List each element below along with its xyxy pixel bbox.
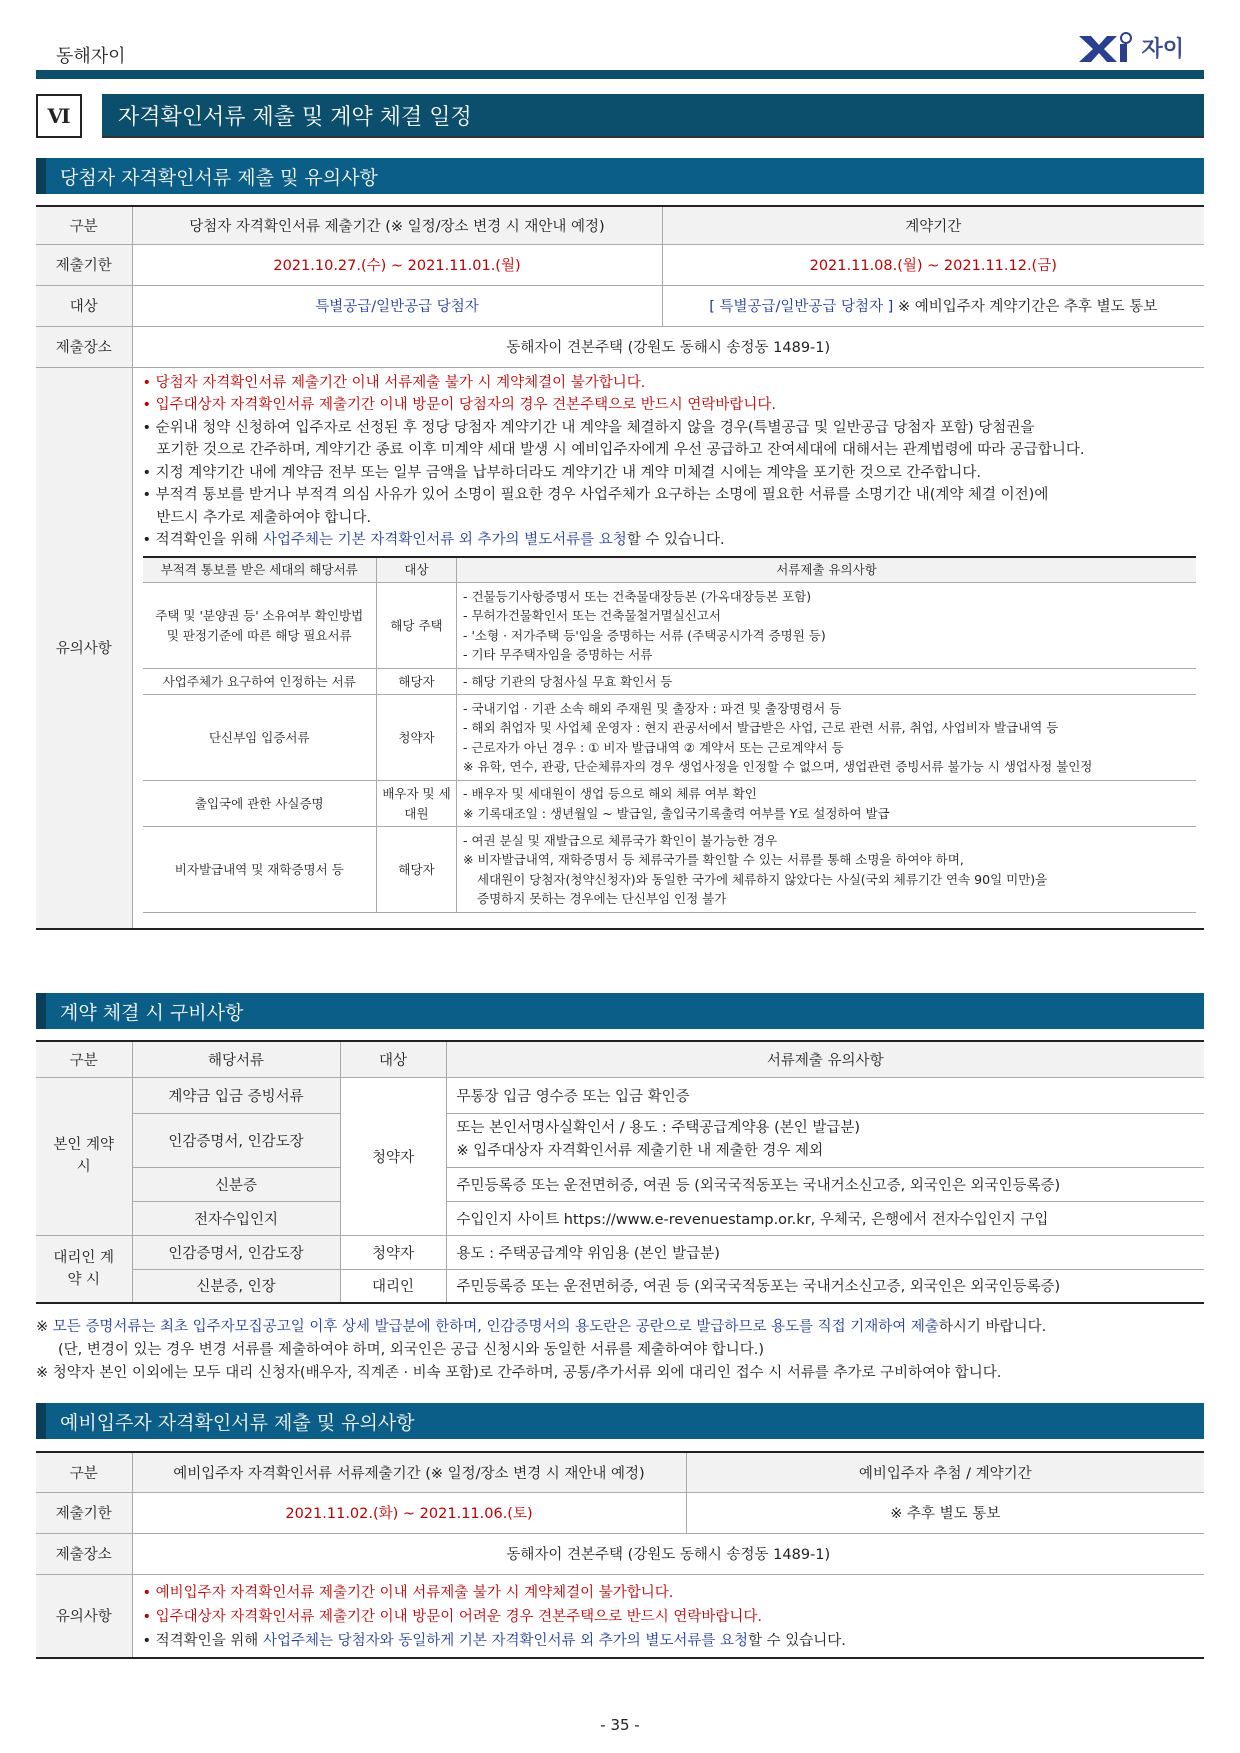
row-label: 제출장소: [36, 326, 132, 367]
note-line: - 여권 분실 및 재발급으로 체류국가 확인이 불가능한 경우: [463, 832, 778, 848]
header-cell: 구분: [36, 1452, 132, 1492]
doc-cell: 전자수입인지: [132, 1201, 340, 1235]
note-text: 할 수 있습니다.: [626, 532, 725, 548]
note-item: [143, 1629, 1197, 1653]
header-cell: 대상: [340, 1041, 446, 1077]
note-item: • 예비입주자 자격확인서류 제출기간 이내 서류제출 불가 시 계약체결이 불가합니다.: [142, 1584, 674, 1601]
note-text: • 적격확인을 위해: [142, 1632, 263, 1649]
contract-footnotes: [36, 1316, 1204, 1385]
chapter-title: [36, 94, 1204, 138]
chapter-number: Ⅵ: [36, 94, 82, 138]
notes-cell: 용도 : 주택공급계약 위임용 (본인 발급분): [446, 1235, 1204, 1269]
winners-table: [36, 205, 1204, 930]
header-cell: 부적격 통보를 받은 세대의 해당서류: [143, 557, 377, 583]
note-item: • 당첨자 자격확인서류 제출기간 이내 서류제출 불가 시 계약체결이 불가합니다.: [142, 374, 646, 391]
note-line: ※ 비자발급내역, 재학증명서 등 체류국가를 확인할 수 있는 서류를 통해 소명을 하여야 하며,: [463, 852, 964, 867]
doc-cell: 신분증: [132, 1167, 340, 1201]
notes-cell: 수입인지 사이트 https://www.e-revenuestamp.or.kr, 우체국, 은행에서 전자수입인지 구입: [446, 1201, 1204, 1235]
winner-notes: [132, 367, 1204, 929]
target-cell: 청약자: [340, 1077, 446, 1235]
note-line: 증명하지 못하는 경우에는 단신부임 인정 불가: [477, 891, 727, 906]
note-text: 할 수 있습니다.: [748, 1632, 846, 1649]
submit-target: 특별공급/일반공급 당첨자: [132, 285, 662, 326]
footnote-text: 하시기 바랍니다.: [938, 1319, 1047, 1335]
doc-cell: 출입국에 관한 사실증명: [143, 781, 377, 827]
notes-cell: 주민등록증 또는 운전면허증, 여권 등 (외국국적동포는 국내거소신고증, 외국인은 외국인등록증): [446, 1167, 1204, 1201]
notes-cell: [457, 695, 1197, 781]
row-label: 유의사항: [36, 1574, 132, 1658]
reserve-notes: [132, 1574, 1204, 1658]
xi-logo: [1077, 30, 1184, 64]
note-highlight: 사업주체는 당첨자와 동일하게 기본 자격확인서류 외 추가의 별도서류를 요청: [262, 1632, 749, 1649]
note-line: - 해외 취업자 및 사업체 운영자 : 현지 관공서에서 발급받은 사업, 근로 관련 서류, 취업, 사업비자 발급내역 등: [463, 720, 1059, 735]
page-number: - 35 -: [600, 1716, 640, 1734]
note-highlight: 사업주체는 기본 자격확인서류 외 추가의 별도서류를 요청: [262, 532, 627, 548]
header-cell: 대상: [377, 557, 457, 583]
contract-docs-table: [36, 1040, 1204, 1304]
note-line: - '소형 · 저가주택 등'임을 증명하는 서류 (주택공시가격 증명원 등): [463, 627, 826, 643]
header-cell: 당첨자 자격확인서류 제출기간 (※ 일정/장소 변경 시 재안내 예정): [132, 206, 662, 244]
notes-cell: [457, 583, 1197, 669]
note-item: • 지정 계약기간 내에 계약금 전부 또는 일부 금액을 납부하더라도 계약기간 내 계약 미체결 시에는 계약을 포기한 것으로 간주합니다.: [142, 464, 981, 481]
doc-cell: 신분증, 인장: [132, 1269, 340, 1303]
contract-target: [662, 285, 1204, 326]
target-cell: 대리인: [340, 1269, 446, 1303]
note-item: • 순위내 청약 신청하여 입주자로 선정된 후 정당 당첨자 계약기간 내 계약을 체결하지 않을 경우(특별공급 및 일반공급 당첨자 포함) 당첨권을: [142, 419, 1035, 436]
note-line: - 근로자가 아닌 경우 : ① 비자 발급내역 ② 계약서 또는 근로계약서 등: [463, 739, 844, 755]
note-text: • 적격확인을 위해: [142, 532, 263, 548]
submit-period: 2021.11.02.(화) ~ 2021.11.06.(토): [132, 1492, 686, 1533]
note-item: • 입주대상자 자격확인서류 제출기간 이내 방문이 당첨자의 경우 견본주택으로 반드시 연락바랍니다.: [142, 397, 777, 413]
section-winners-title: 당첨자 자격확인서류 제출 및 유의사항: [36, 158, 1204, 194]
header-cell: 구분: [36, 1041, 132, 1077]
header-cell: 예비입주자 추첨 / 계약기간: [686, 1452, 1204, 1492]
row-label: 대상: [36, 285, 132, 326]
doc-cell: 사업주체가 요구하여 인정하는 서류: [143, 669, 377, 695]
row-group-label: 대리인 계약 시: [36, 1235, 132, 1303]
submit-place: 동해자이 견본주택 (강원도 동해시 송정동 1489-1): [132, 1533, 1204, 1574]
footnote: [36, 1316, 1204, 1339]
site-name: 동해자이: [56, 46, 126, 67]
doc-cell: 주택 및 '분양권 등' 소유여부 확인방법 및 판정기준에 따른 해당 필요서류: [143, 583, 377, 669]
doc-cell: 계약금 입금 증빙서류: [132, 1077, 340, 1113]
row-label: 제출기한: [36, 1492, 132, 1533]
section-contract-title: 계약 체결 시 구비사항: [36, 993, 1204, 1029]
section-reserve-title: 예비입주자 자격확인서류 제출 및 유의사항: [36, 1403, 1204, 1439]
contract-target-note: ※ 예비입주자 계약기간은 추후 별도 통보: [893, 299, 1158, 315]
header-cell: 계약기간: [662, 206, 1204, 244]
reserve-table: [36, 1451, 1204, 1659]
note-item-cont: 반드시 추가로 제출하여야 합니다.: [156, 509, 372, 526]
note-line: - 국내기업 · 기관 소속 해외 주재원 및 출장자 : 파견 및 출장명령서 등: [463, 700, 842, 716]
note-item: [143, 529, 1197, 552]
doc-cell: 비자발급내역 및 재학증명서 등: [143, 827, 377, 913]
target-cell: 해당 주택: [377, 583, 457, 669]
chapter-title-text: 자격확인서류 제출 및 계약 체결 일정: [102, 94, 1204, 138]
note-line: ※ 유학, 연수, 관광, 단순체류자의 경우 생업사정을 인정할 수 없으며, 생업관련 증빙서류 불가능 시 생업사정 불인정: [463, 759, 1093, 774]
target-cell: 해당자: [377, 827, 457, 913]
footnote: (단, 변경이 있는 경우 변경 서류를 제출하여야 하며, 외국인은 공급 신청시와 동일한 서류를 제출하여야 합니다.): [58, 1342, 764, 1358]
submit-place: 동해자이 견본주택 (강원도 동해시 송정동 1489-1): [132, 326, 1204, 367]
page-header: [36, 30, 1204, 70]
header-cell: 구분: [36, 206, 132, 244]
target-cell: 청약자: [377, 695, 457, 781]
brand-text: 자이: [1141, 36, 1184, 62]
notes-cell: [457, 827, 1197, 913]
notes-cell: [446, 1113, 1204, 1167]
contract-period: 2021.11.08.(월) ~ 2021.11.12.(금): [662, 244, 1204, 285]
note-item: • 입주대상자 자격확인서류 제출기간 이내 방문이 어려운 경우 견본주택으로 반드시 연락바랍니다.: [142, 1608, 763, 1625]
footnote-text: ※: [36, 1319, 53, 1335]
note-item-cont: 포기한 것으로 간주하며, 계약기간 종료 이후 미계약 세대 발생 시 예비입주자에게 우선 공급하고 잔여세대에 대해서는 관계법령에 따라 공급합니다.: [156, 442, 1085, 458]
header-cell: 예비입주자 자격확인서류 서류제출기간 (※ 일정/장소 변경 시 재안내 예정): [132, 1452, 686, 1492]
row-group-label: 본인 계약 시: [36, 1077, 132, 1235]
contract-period: ※ 추후 별도 통보: [686, 1492, 1204, 1533]
note-line: 또는 본인서명사실확인서 / 용도 : 주택공급계약용 (본인 발급분): [456, 1120, 861, 1136]
header-rule: [36, 70, 1204, 79]
note-line: 세대원이 당첨자(청약신청자)와 동일한 국가에 체류하지 않았다는 사실(국외 체류기간 연속 90일 미만)을: [477, 871, 1048, 887]
row-label: 제출기한: [36, 244, 132, 285]
notes-cell: 무통장 입금 영수증 또는 입금 확인증: [446, 1077, 1204, 1113]
footnote-highlight: 모든 증명서류는 최초 입주자모집공고일 이후 상세 발급분에 한하며, 인감증명서의 용도란은 공란으로 발급하므로 용도를 직접 기재하여 제출: [52, 1319, 939, 1335]
target-cell: 해당자: [377, 669, 457, 695]
note-line: - 건물등기사항증명서 또는 건축물대장등본 (가옥대장등본 포함): [463, 588, 812, 604]
doc-cell: 단신부임 입증서류: [143, 695, 377, 781]
xi-logo-icon: [1077, 30, 1137, 64]
row-label: 제출장소: [36, 1533, 132, 1574]
doc-cell: 인감증명서, 인감도장: [132, 1113, 340, 1167]
header-cell: 서류제출 유의사항: [446, 1041, 1204, 1077]
row-label: 유의사항: [36, 367, 132, 929]
target-cell: 배우자 및 세대원: [377, 781, 457, 827]
notes-cell: [457, 781, 1197, 827]
note-line: - 무허가건물확인서 또는 건축물철거멸실신고서: [463, 608, 721, 623]
header-cell: 서류제출 유의사항: [457, 557, 1197, 583]
notes-cell: - 해당 기관의 당첨사실 무효 확인서 등: [457, 669, 1197, 695]
note-line: ※ 기록대조일 : 생년월일 ~ 발급일, 출입국기록출력 여부를 Y로 설정하여 발급: [463, 805, 890, 821]
notes-cell: 주민등록증 또는 운전면허증, 여권 등 (외국국적동포는 국내거소신고증, 외국인은 외국인등록증): [446, 1269, 1204, 1303]
note-line: ※ 입주대상자 자격확인서류 제출기한 내 제출한 경우 제외: [456, 1143, 824, 1159]
header-cell: 해당서류: [132, 1041, 340, 1077]
submit-period: 2021.10.27.(수) ~ 2021.11.01.(월): [132, 244, 662, 285]
doc-cell: 인감증명서, 인감도장: [132, 1235, 340, 1269]
footnote: ※ 청약자 본인 이외에는 모두 대리 신청자(배우자, 직계존 · 비속 포함)로 간주하며, 공통/추가서류 외에 대리인 접수 시 서류를 추가로 구비하여야 합니다.: [36, 1365, 1002, 1381]
note-line: - 배우자 및 세대원이 생업 등으로 해외 체류 여부 확인: [463, 786, 757, 801]
note-item: • 부적격 통보를 받거나 부적격 의심 사유가 있어 소명이 필요한 경우 사업주체가 요구하는 소명에 필요한 서류를 소명기간 내(계약 체결 이전)에: [142, 487, 1049, 503]
ineligible-docs-table: [143, 556, 1197, 914]
contract-target-blue: [ 특별공급/일반공급 당첨자 ]: [709, 299, 894, 315]
note-line: - 기타 무주택자임을 증명하는 서류: [463, 647, 653, 662]
target-cell: 청약자: [340, 1235, 446, 1269]
